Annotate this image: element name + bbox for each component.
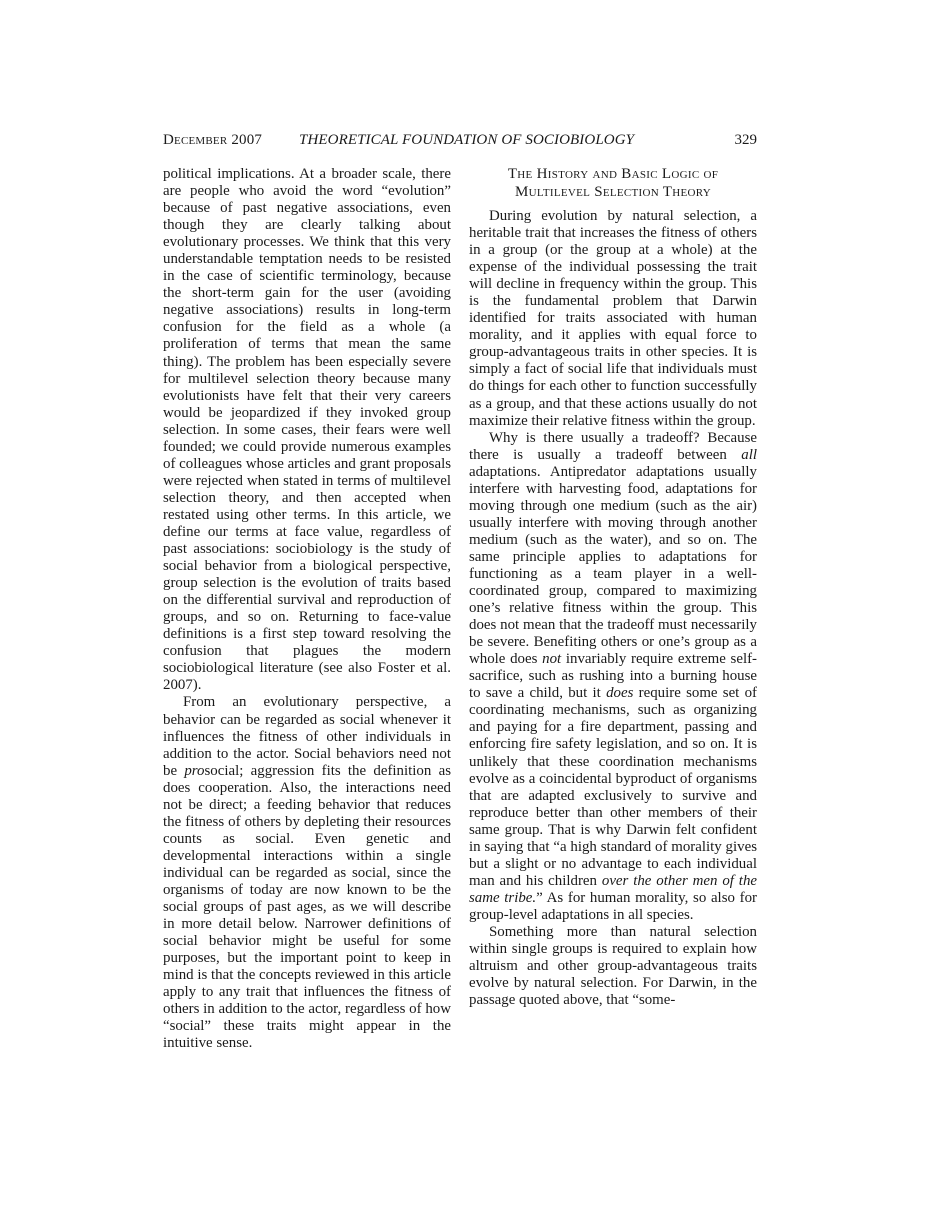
left-p2-emphasis: pro: [184, 762, 205, 779]
right-p2-text-e: ” As for human morality, so also for group-level adaptations in all species.: [469, 889, 757, 923]
left-p2-text-a: From an evolutionary perspective, a behavior can be regarded as social whenever it influences the fitness of other individuals in addition to the actor. Social behaviors need not be: [163, 694, 451, 779]
right-column: [469, 166, 757, 1009]
right-p2-text-d: require some set of coordinating mechanisms, such as organizing and paying for a fire department, passing and enforcing fire safety legislation, and so on. It is unlikely that these coordination mechanisms evolve as a coincidental byproduct of organisms that are adapted exclusively to survive and reproduce better than other members of their same group. That is why Darwin felt confident in saying that “a high standard of morality gives but a slight or no advantage to each individual man and his children: [469, 685, 757, 889]
right-p2-text-c: invariably require extreme self-sacrifice, such as rushing into a burning house to save a child, but it: [469, 651, 757, 702]
left-column: [163, 166, 451, 1052]
right-p2-emphasis-all: all: [741, 446, 757, 463]
page-number: 329: [734, 132, 757, 148]
right-paragraph-2: [469, 430, 757, 924]
right-p2-text-a: Why is there usually a tradeoff? Because there is usually a tradeoff between: [469, 429, 757, 463]
right-p2-emphasis-quote: over the other men of the same tribe.: [469, 872, 757, 906]
section-heading-line-2: Multilevel Selection Theory: [514, 183, 712, 200]
left-p2-text-b: social; aggression fits the definition as does cooperation. Also, the interactions need not be direct; a feeding behavior that reduces the fitness of others by depleting their resources counts as social. Even genetic and developmental interactions within a single individual can be regarded as social, since the organisms of today are now known to be the social groups of past ages, as we will describe in more detail below. Narrower definitions of social behavior might be useful for some purposes, but the important point to keep in mind is that the concepts reviewed in this article apply to any trait that influences the fitness of others in addition to the actor, regardless of how “social” these traits might appear in the intuitive sense.: [163, 762, 451, 1052]
header-journal-title: THEORETICAL FOUNDATION OF SOCIOBIOLOGY: [299, 132, 635, 148]
right-p2-text-b: adaptations. Antipredator adaptations usually interfere with harvesting food, adaptations for moving through one medium (such as the air) usually interfere with moving through another medium (such as the water), and so on. The same principle applies to adaptations for functioning as a team player in a well-coordinated group, compared to maximizing one’s relative fitness within the group. This does not mean that the tradeoff must necessarily be severe. Benefiting others or one’s group as a whole does: [469, 463, 757, 668]
running-head: [163, 130, 757, 150]
section-heading-line-1: The History and Basic Logic of: [507, 166, 719, 182]
left-paragraph-2: [163, 694, 451, 1052]
header-date: December 2007: [163, 132, 263, 148]
right-paragraph-1: During evolution by natural selection, a heritable trait that increases the fitness of others in a group (or the group at a whole) at the expense of the individual possessing the trait will decline in frequency within the group. This is the fundamental problem that Darwin identified for traits associated with human morality, and it applies with equal force to group-advantageous traits in other species. It is simply a fact of social life that individuals must do things for each other to function successfully as a group, and that these actions usually do not maximize their relative fitness within the group.: [469, 208, 757, 429]
right-p2-emphasis-does: does: [606, 685, 634, 702]
right-p2-emphasis-not: not: [542, 651, 562, 668]
right-paragraph-3: Something more than natural selection within single groups is required to explain how altruism and other group-advantageous traits evolve by natural selection. For Darwin, in the passage quoted above, that “some-: [469, 923, 757, 1009]
section-heading: [469, 166, 757, 201]
left-paragraph-1: political implications. At a broader scale, there are people who avoid the word “evolution” because of past negative associations, even though they are clearly talking about evolutionary processes. We think that this very understandable temptation needs to be resisted in the case of scientific terminology, because the short-term gain for the user (avoiding negative associations) results in long-term confusion for the field as a whole (a proliferation of terms that mean the same thing). The problem has been especially severe for multilevel selection theory because many evolutionists have felt that their very careers would be jeopardized if they invoked group selection. In some cases, their fears were well founded; we could provide numerous examples of colleagues whose articles and grant proposals were rejected when stated in terms of multilevel selection theory, and then accepted when restated using other terms. In this article, we define our terms at face value, regardless of past associations: sociobiology is the study of social behavior from a biological perspective, group selection is the evolution of traits based on the differential survival and reproduction of groups, and so on. Returning to face-value definitions is a first step toward resolving the confusion that plagues the modern sociobiological literature (see also Foster et al. 2007).: [163, 166, 451, 694]
